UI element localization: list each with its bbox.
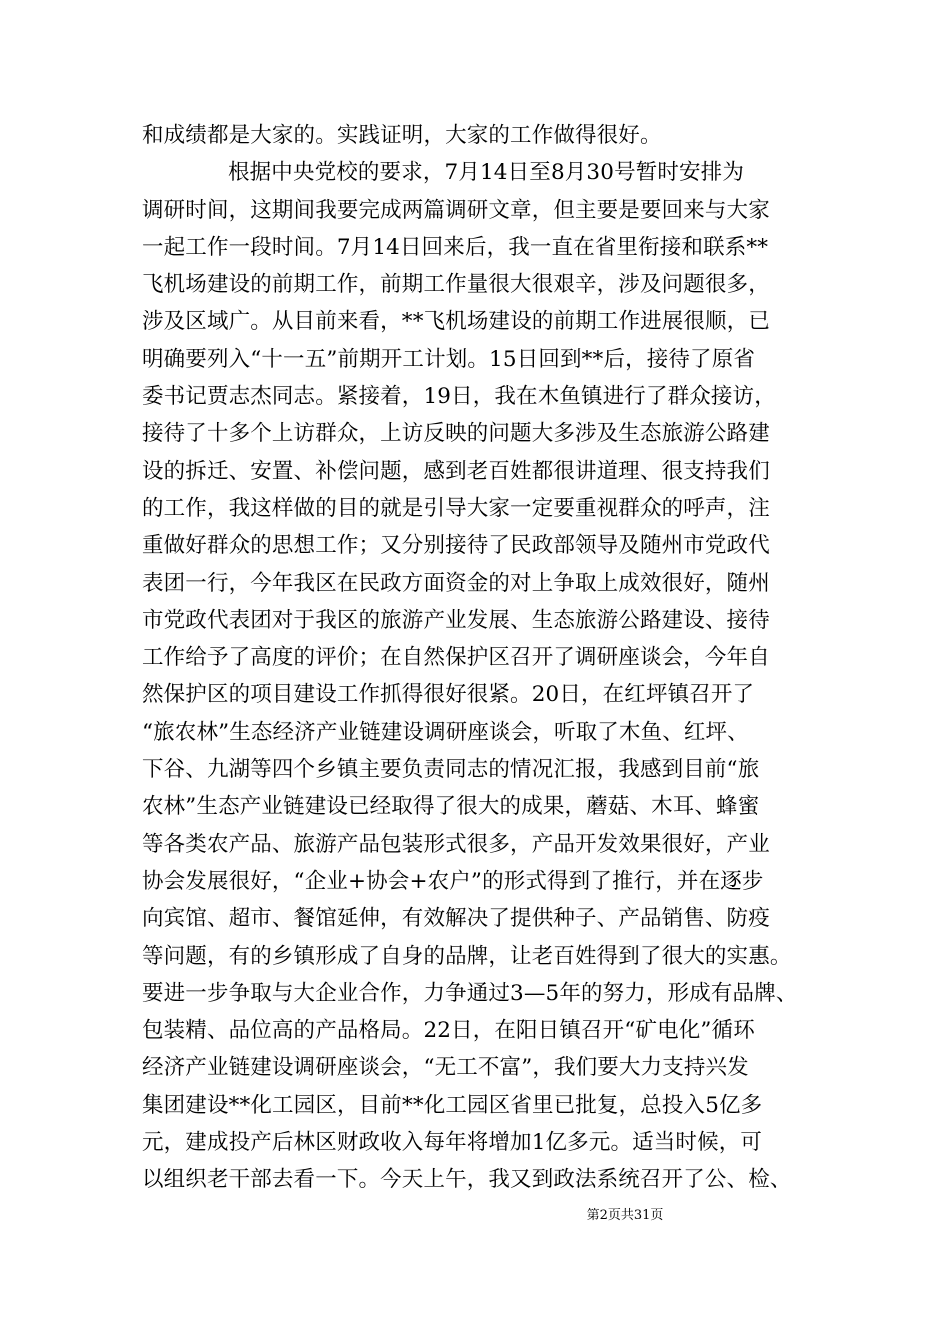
paragraph-start-line: 根据中央党校的要求，7月14日至8月30号暂时安排为 — [228, 160, 744, 186]
text-line: 协会发展很好，“企业+协会+农户”的形式得到了推行，并在逐步 — [142, 868, 764, 894]
text-line: “旅农林”生态经济产业链建设调研座谈会，听取了木鱼、红坪、 — [142, 719, 749, 745]
page-number: 第2页共31页 — [586, 1208, 664, 1223]
text-line: 明确要列入“十一五”前期开工计划。15日回到**后，接待了原省 — [142, 346, 755, 372]
text-line: 调研时间，这期间我要完成两篇调研文章，但主要是要回来与大家 — [142, 197, 770, 223]
text-line: 一起工作一段时间。7月14日回来后，我一直在省里衔接和联系** — [142, 234, 769, 260]
document-body — [142, 117, 822, 1199]
text-line: 集团建设**化工园区，目前**化工园区省里已批复，总投入5亿多 — [142, 1092, 763, 1118]
text-line: 的工作，我这样做的目的就是引导大家一定要重视群众的呼声，注 — [142, 495, 770, 521]
text-line: 包装精、品位高的产品格局。22日，在阳日镇召开“矿电化”循环 — [142, 1018, 755, 1044]
text-line: 经济产业链建设调研座谈会，“无工不富”，我们要大力支持兴发 — [142, 1055, 749, 1081]
text-line: 要进一步争取与大企业合作，力争通过3—5年的努力，形成有品牌、 — [142, 980, 798, 1006]
text-line: 接待了十多个上访群众，上访反映的问题大多涉及生态旅游公路建 — [142, 421, 770, 447]
text-line: 和成绩都是大家的。实践证明，大家的工作做得很好。 — [142, 123, 662, 148]
text-line: 重做好群众的思想工作；又分别接待了民政部领导及随州市党政代 — [142, 533, 770, 559]
text-line: 设的拆迁、安置、补偿问题，感到老百姓都很讲道理、很支持我们 — [142, 458, 770, 484]
text-line: 表团一行，今年我区在民政方面资金的对上争取上成效很好，随州 — [142, 570, 770, 596]
text-line: 飞机场建设的前期工作，前期工作量很大很艰辛，涉及问题很多， — [142, 272, 770, 298]
text-line: 涉及区域广。从目前来看，**飞机场建设的前期工作进展很顺，已 — [142, 309, 771, 335]
page-footer — [0, 1208, 950, 1224]
text-line: 然保护区的项目建设工作抓得很好很紧。20日，在红坪镇召开了 — [142, 682, 755, 708]
text-line: 委书记贾志杰同志。紧接着，19日，我在木鱼镇进行了群众接访， — [142, 384, 776, 410]
text-line: 农林”生态产业链建设已经取得了很大的成果，蘑菇、木耳、蜂蜜 — [142, 794, 760, 820]
text-line: 下谷、九湖等四个乡镇主要负责同志的情况汇报，我感到目前“旅 — [142, 757, 760, 783]
text-line: 等各类农产品、旅游产品包装形式很多，产品开发效果很好，产业 — [142, 831, 770, 857]
text-line: 工作给予了高度的评价；在自然保护区召开了调研座谈会，今年自 — [142, 645, 770, 671]
text-line: 元，建成投产后林区财政收入每年将增加1亿多元。适当时候，可 — [142, 1130, 763, 1156]
text-line: 以组织老干部去看一下。今天上午，我又到政法系统召开了公、检、 — [142, 1167, 792, 1193]
text-line: 市党政代表团对于我区的旅游产业发展、生态旅游公路建设、接待 — [142, 607, 770, 633]
text-line: 向宾馆、超市、餐馆延伸，有效解决了提供种子、产品销售、防疫 — [142, 906, 770, 932]
text-line: 等问题，有的乡镇形成了自身的品牌，让老百姓得到了很大的实惠。 — [142, 943, 792, 969]
